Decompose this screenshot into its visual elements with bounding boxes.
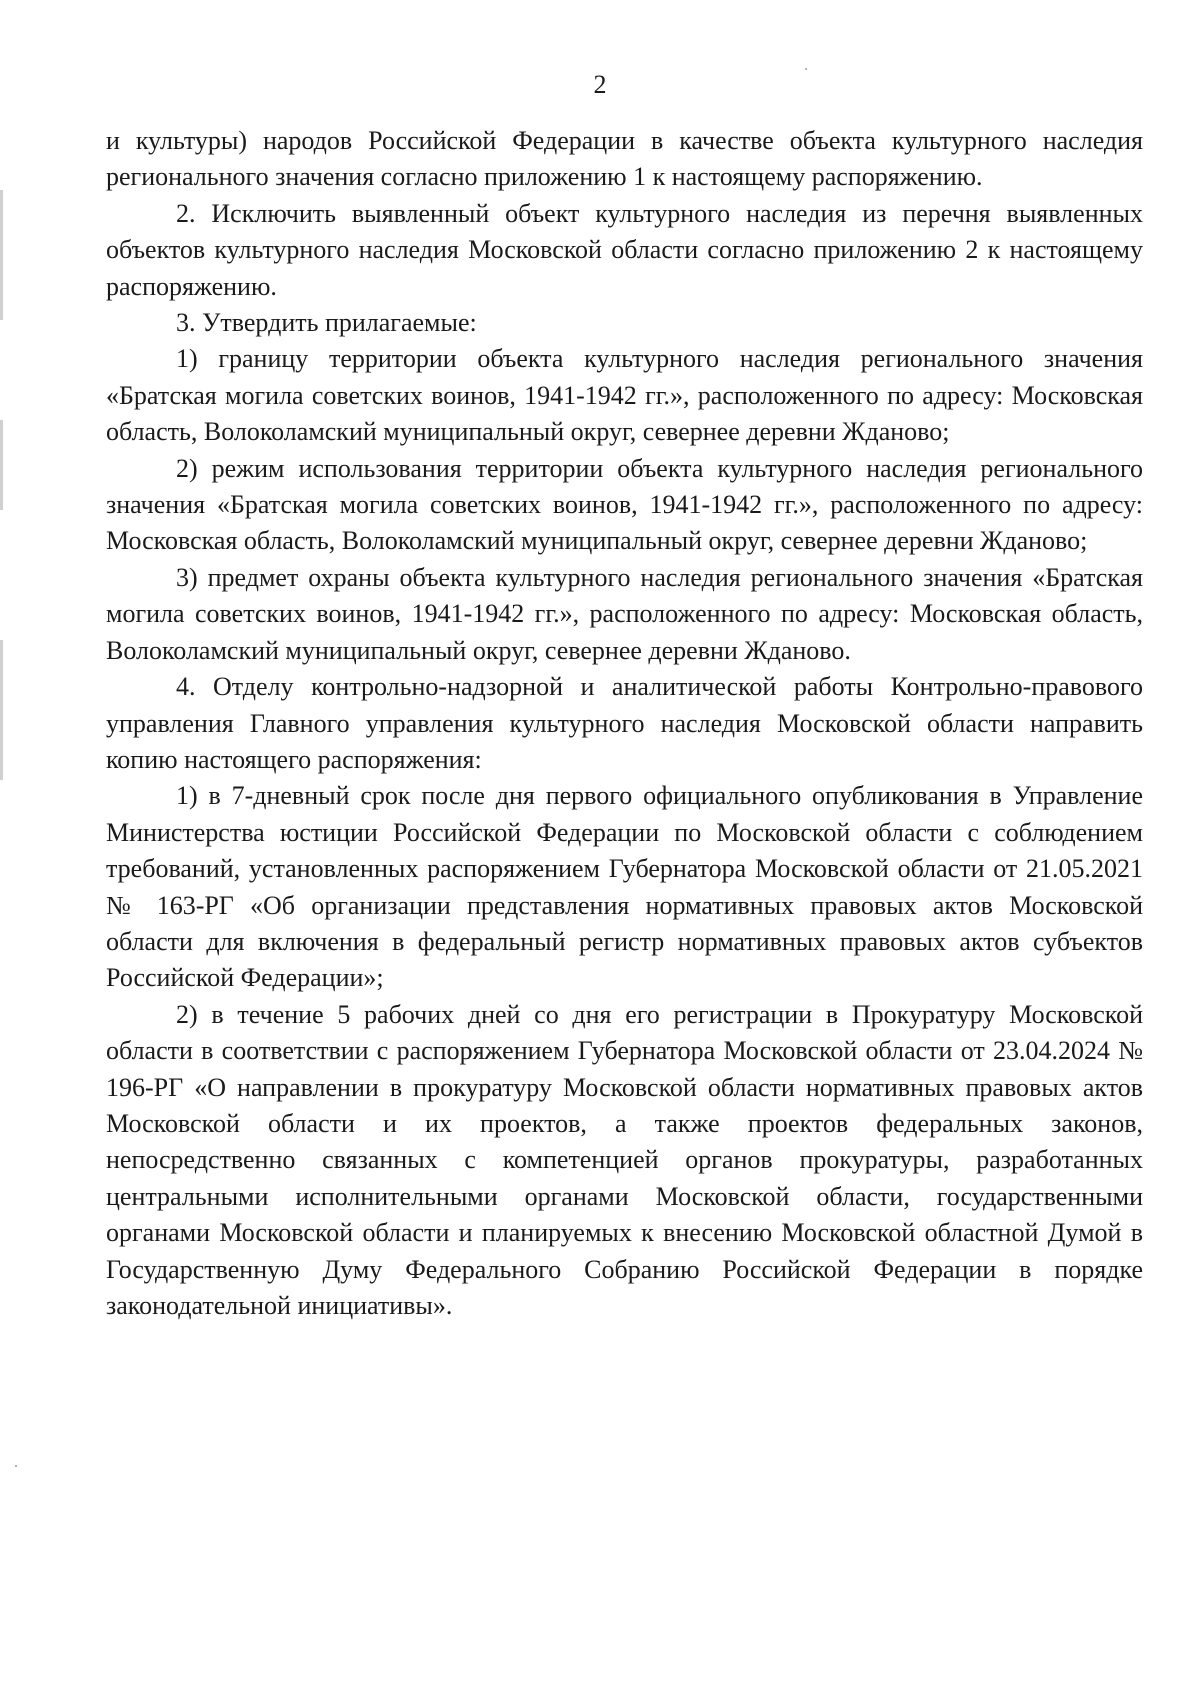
paragraph-subitem-3-3: 3) предмет охраны объекта культурного наследия регионального значения «Братская могила советских воинов, 1941-1942 гг.», расположенного по адресу: Московская область, Волоколамский муниципальный округ, севернее деревни Жданово. bbox=[106, 562, 1143, 665]
page-number: 2 bbox=[593, 70, 607, 99]
paragraph-subitem-4-1: 1) в 7-дневный срок после дня первого официального опубликования в Управление Министерства юстиции Российской Федерации по Московской области с соблюдением требований, установленных распоряжением Губернатора Московской области от 21.05.2021 № 163-РГ «Об организации представления нормативных правовых актов Московской области для включения в федеральный регистр нормативных правовых актов субъектов Российской Федерации»; bbox=[106, 781, 1143, 993]
paragraph-item-3: 3. Утвердить прилагаемые: bbox=[176, 308, 477, 338]
scan-edge-mark bbox=[0, 420, 3, 510]
paragraph-subitem-3-2: 2) режим использования территории объекта культурного наследия регионального значения «Братская могила советских воинов, 1941-1942 гг.», расположенного по адресу: Московская область, Волоколамский муниципальный округ, севернее деревни Жданово; bbox=[106, 453, 1143, 556]
paragraph-subitem-4-2: 2) в течение 5 рабочих дней со дня его регистрации в Прокуратуру Московской области в соответствии с распоряжением Губернатора Московской области от 23.04.2024 № 196-РГ «О направлении в прокуратуру Московской области нормативных правовых актов Московской области и их проектов, а также проектов федеральных законов, непосредственно связанных с компетенцией органов прокуратуры, разработанных центральными исполнительными органами Московской области, государственными органами Московской области и планируемых к внесению Московской областной Думой в Государственную Думу Федерального Собранию Российской Федерации в порядке законодательной инициативы». bbox=[106, 999, 1143, 1320]
scan-edge-mark bbox=[0, 640, 3, 780]
scan-edge-mark bbox=[0, 190, 3, 320]
paragraph-continuation: и культуры) народов Российской Федерации в качестве объекта культурного наследия регионального значения согласно приложению 1 к настоящему распоряжению. bbox=[106, 126, 1143, 192]
document-body bbox=[106, 123, 1143, 1324]
paragraph-item-4: 4. Отделу контрольно-надзорной и аналитической работы Контрольно-правового управления Главного управления культурного наследия Московской области направить копию настоящего распоряжения: bbox=[106, 672, 1143, 774]
paragraph-item-2: 2. Исключить выявленный объект культурного наследия из перечня выявленных объектов культурного наследия Московской области согласно приложению 2 к настоящему распоряжению. bbox=[106, 198, 1143, 301]
scan-speck bbox=[15, 1465, 17, 1467]
paragraph-subitem-3-1: 1) границу территории объекта культурного наследия регионального значения «Братская могила советских воинов, 1941-1942 гг.», расположенного по адресу: Московская область, Волоколамский муниципальный округ, севернее деревни Жданово; bbox=[106, 344, 1143, 447]
